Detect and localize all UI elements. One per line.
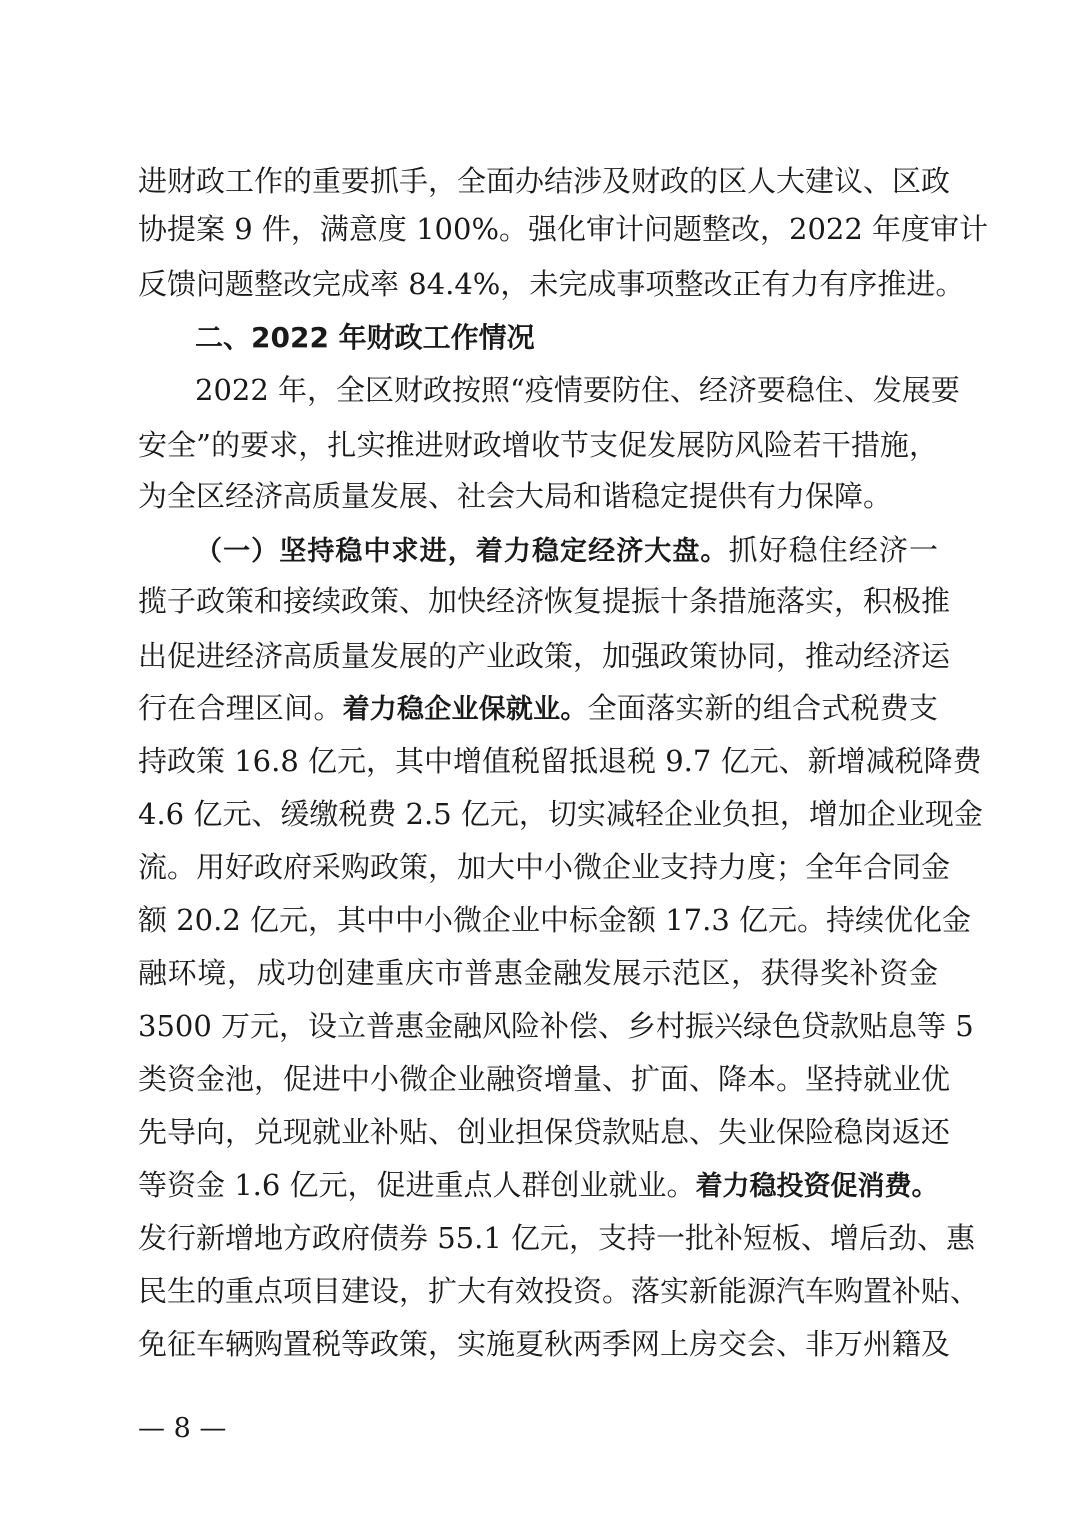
line-text: 行在合理区间。	[138, 691, 343, 725]
paragraph-line: 先导向，兑现就业补贴、创业担保贷款贴息、失业保险稳岗返还	[138, 1115, 951, 1149]
paragraph-line: 类资金池，促进中小微企业融资增量、扩面、降本。坚持就业优	[138, 1062, 951, 1096]
paragraph-line	[138, 1167, 938, 1203]
paragraph-line: 免征车辆购置税等政策，实施夏秋两季网上房交会、非万州籍及	[138, 1327, 951, 1361]
paragraph-line: 民生的重点项目建设，扩大有效投资。落实新能源汽车购置补贴、	[138, 1274, 980, 1308]
bold-phrase: 着力稳企业保就业。	[342, 694, 588, 725]
paragraph-line: 融环境，成功创建重庆市普惠金融发展示范区，获得奖补资金	[138, 956, 938, 990]
line-text: 抓好稳住经济一	[728, 533, 938, 567]
paragraph-line: 揽子政策和接续政策、加快经济恢复提振十条措施落实，积极推	[138, 584, 951, 618]
paragraph-line: 出促进经济高质量发展的产业政策，加强政策协同，推动经济运	[138, 639, 951, 673]
section-heading: 二、2022 年财政工作情况	[195, 321, 535, 354]
paragraph-line: 进财政工作的重要抓手，全面办结涉及财政的区人大建议、区政	[138, 164, 951, 198]
paragraph-line: 额 20.2 亿元，其中中小微企业中标金额 17.3 亿元。持续优化金	[138, 903, 972, 937]
line-text: 等资金 1.6 亿元，促进重点人群创业就业。	[138, 1168, 696, 1202]
paragraph-line: 为全区经济高质量发展、社会大局和谐稳定提供有力保障。	[138, 479, 893, 513]
bold-subheading: （一）坚持稳中求进，着力稳定经济大盘。	[195, 536, 729, 567]
paragraph-line: 发行新增地方政府债券 55.1 亿元，支持一批补短板、增后劲、惠	[138, 1221, 976, 1255]
paragraph-line: 3500 万元，设立普惠金融风险补偿、乡村振兴绿色贷款贴息等 5	[138, 1009, 974, 1043]
paragraph-line: 2022 年，全区财政按照“疫情要防住、经济要稳住、发展要	[195, 373, 960, 407]
page-number: — 8 —	[138, 1413, 227, 1444]
paragraph-line: 反馈问题整改完成率 84.4%，未完成事项整改正有力有序推进。	[138, 267, 965, 301]
bold-phrase: 着力稳投资促消费。	[695, 1171, 939, 1202]
paragraph-line: 安全”的要求，扎实推进财政增收节支促发展防风险若干措施，	[138, 428, 938, 462]
paragraph-line: 流。用好政府采购政策，加大中小微企业支持力度；全年合同金	[138, 850, 951, 884]
line-text: 全面落实新的组合式税费支	[587, 691, 938, 725]
paragraph-line: 4.6 亿元、缓缴税费 2.5 亿元，切实减轻企业负担，增加企业现金	[138, 797, 983, 831]
paragraph-line	[138, 690, 938, 726]
paragraph-line	[195, 532, 938, 568]
paragraph-line: 协提案 9 件，满意度 100%。强化审计问题整改，2022 年度审计	[138, 212, 989, 246]
paragraph-line: 持政策 16.8 亿元，其中增值税留抵退税 9.7 亿元、新增减税降费	[138, 744, 982, 778]
